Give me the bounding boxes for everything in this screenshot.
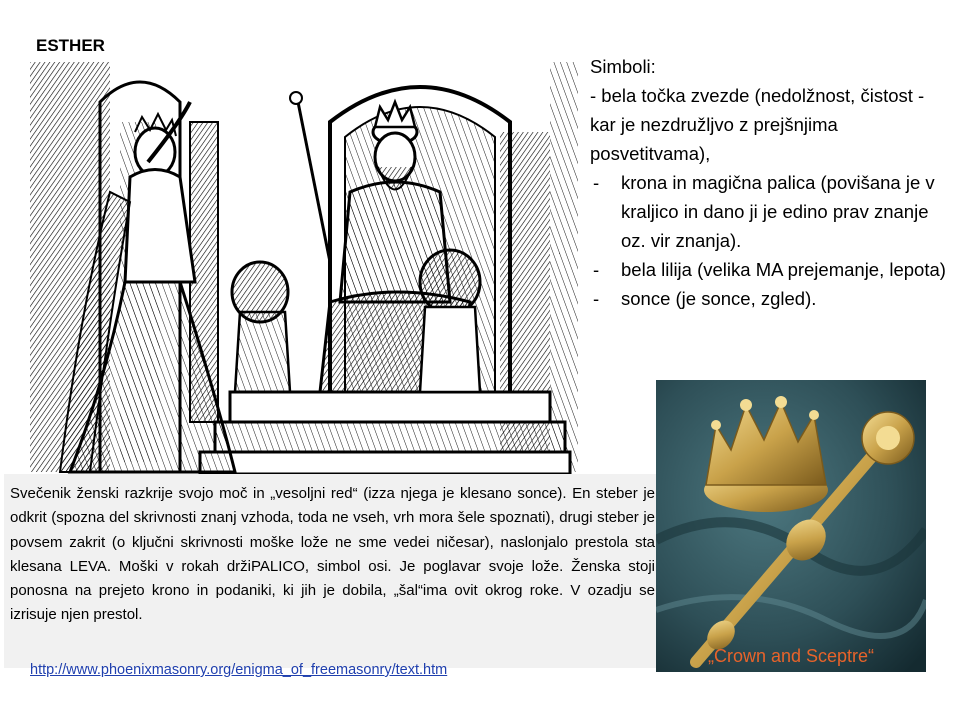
slide-title: ESTHER	[36, 36, 105, 55]
source-link[interactable]: http://www.phoenixmasonry.org/enigma_of_freemasonry/text.htm	[30, 662, 448, 678]
description-text: Svečenik ženski razkrije svojo moč in „vesoljni red“ (izza njega je klesano sonce). En steber je odkrit (spozna del skrivnosti znanj vzhoda, toda ne vseh, vrh mora šele spoznati), drugi steber je povsem zakrit (o ključni skrivnosti moške lože ne sme vedei ničesar), naslonjalo prestola sta klesana LEVA. Moški v rokah držiPALICO, simbol osi. Je poglavar svoje lože. Ženska stoji ponosna na prejeto krono in podaniki, ki jih je dobila, „šal“ima ovit okrog roke. V ozadju se izrisuje njen prestol.	[10, 485, 655, 624]
list-dash: -	[593, 172, 600, 193]
symbols-heading: Simboli:	[590, 56, 656, 77]
list-item-text: krona in magična palica (povišana je v kraljico in dano ji je edino prav znanje oz. vir znanja).	[621, 172, 935, 251]
symbols-list	[590, 52, 950, 313]
list-item	[590, 284, 950, 313]
crown-sceptre-photo	[656, 380, 926, 672]
list-item	[590, 168, 950, 255]
symbols-first-item: - bela točka zvezde (nedolžnost, čistost - kar je nezdružljvo z prejšnjima posvetitvama),	[590, 85, 925, 164]
list-item	[590, 255, 950, 284]
list-dash: -	[593, 259, 600, 280]
crown-sceptre-image	[656, 380, 926, 672]
photo-caption: „Crown and Sceptre“	[707, 646, 875, 666]
esther-engraving-image	[30, 62, 578, 480]
list-item-text: sonce (je sonce, zgled).	[621, 288, 817, 309]
list-dash: -	[593, 288, 600, 309]
list-item-text: bela lilija (velika MA prejemanje, lepota)	[621, 259, 946, 280]
